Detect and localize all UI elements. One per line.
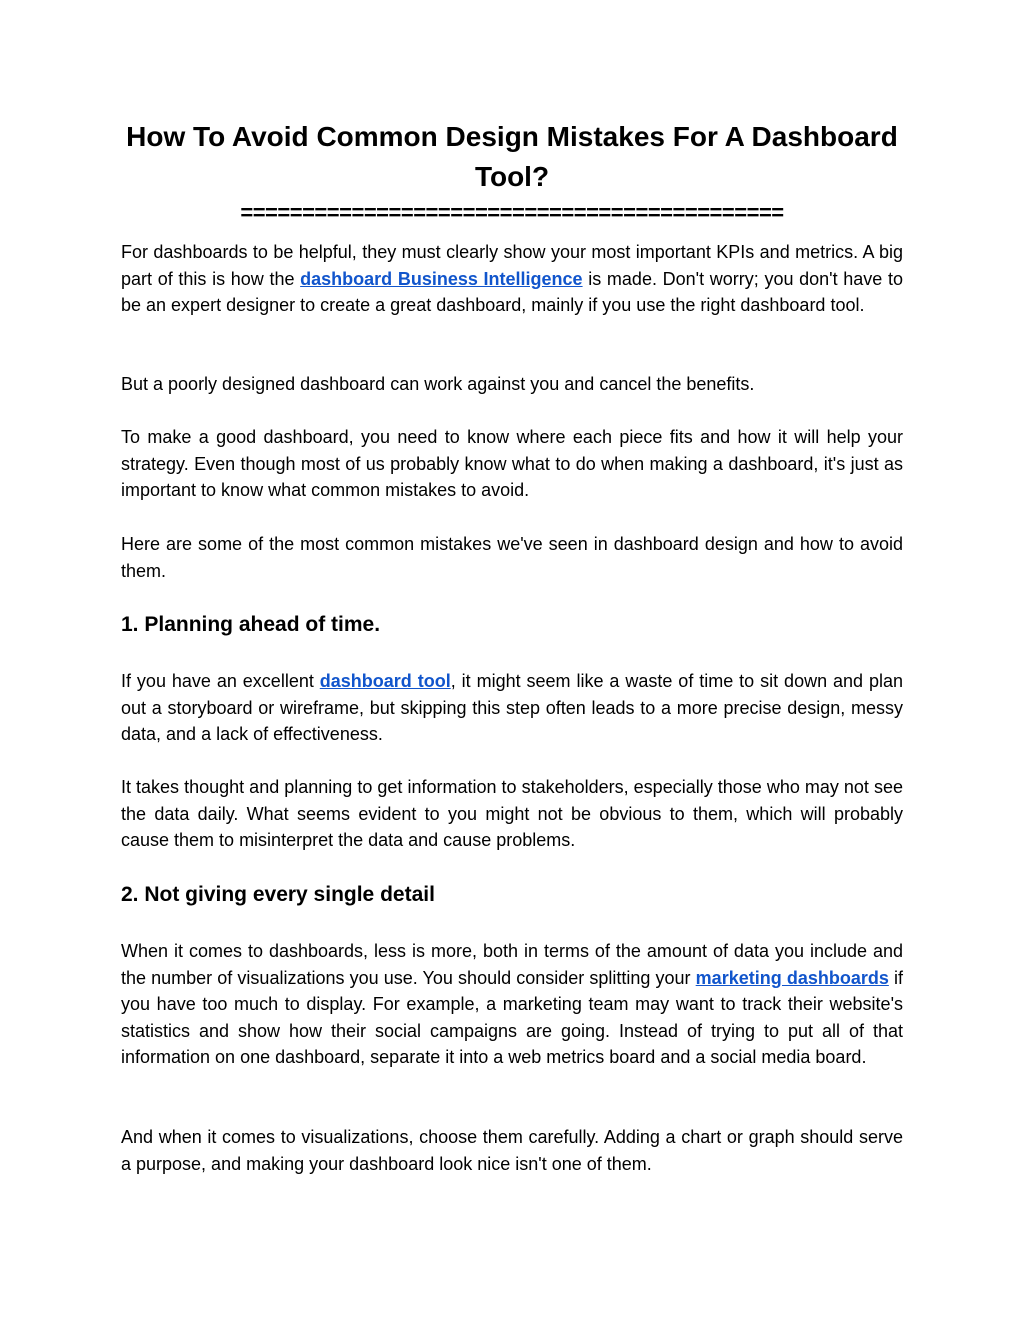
section1-p1-text-after: , it might seem like a waste of time to sit down and plan out a storyboard or wireframe, but skipping this step often leads to a more precise design, messy data, and a lack of effectiveness.: [121, 671, 904, 744]
intro-paragraph-3: To make a good dashboard, you need to know where each piece fits and how it will help your strategy. Even though most of us probably know what to do when making a dashboard, it's just as important to know what common mistakes to avoid.: [121, 427, 903, 500]
page-title: How To Avoid Common Design Mistakes For A Dashboard Tool?: [126, 121, 898, 192]
intro-p1-text-before: For dashboards to be helpful, they must clearly show your most important KPIs and metrics. A big part of this is how the: [121, 242, 903, 289]
intro-p1-text-after: is made. Don't worry; you don't have to be an expert designer to create a great dashboard, mainly if you use the right dashboard tool.: [121, 268, 904, 315]
section-2-paragraph-1: [121, 938, 903, 1071]
section-2-heading: 2. Not giving every single detail: [121, 883, 435, 906]
section-1-paragraph-2: It takes thought and planning to get information to stakeholders, especially those who may not see the data daily. What seems evident to you might not be obvious to them, which will probably cause them to misinterpret the data and cause problems.: [121, 777, 903, 850]
section-1-paragraph-1: [121, 668, 903, 748]
intro-paragraph-2: But a poorly designed dashboard can work against you and cancel the benefits.: [121, 374, 755, 394]
marketing-dashboards-link[interactable]: marketing dashboards: [695, 967, 889, 988]
section2-p1-text-before: When it comes to dashboards, less is more, both in terms of the amount of data you include and the number of visualizations you use. You should consider splitting your: [121, 941, 903, 988]
section1-p1-text-before: If you have an excellent: [121, 671, 320, 691]
dashboard-tool-link[interactable]: dashboard tool: [319, 671, 451, 691]
intro-paragraph-4: Here are some of the most common mistakes we've seen in dashboard design and how to avoid them.: [121, 534, 903, 581]
separator-line: ============================================: [240, 200, 784, 225]
section-2-paragraph-2: And when it comes to visualizations, choose them carefully. Adding a chart or graph should serve a purpose, and making your dashboard look nice isn't one of them.: [121, 1127, 903, 1174]
section-1-heading: 1. Planning ahead of time.: [121, 613, 381, 636]
dashboard-bi-link[interactable]: dashboard Business Intelligence: [300, 268, 583, 289]
section2-p1-text-after: if you have too much to display. For example, a marketing team may want to track their website's statistics and show how their social campaigns are going. Instead of trying to put all of that information on one dashboard, separate it into a web metrics board and a social media board.: [121, 967, 903, 1067]
intro-paragraph-1: [121, 239, 903, 319]
